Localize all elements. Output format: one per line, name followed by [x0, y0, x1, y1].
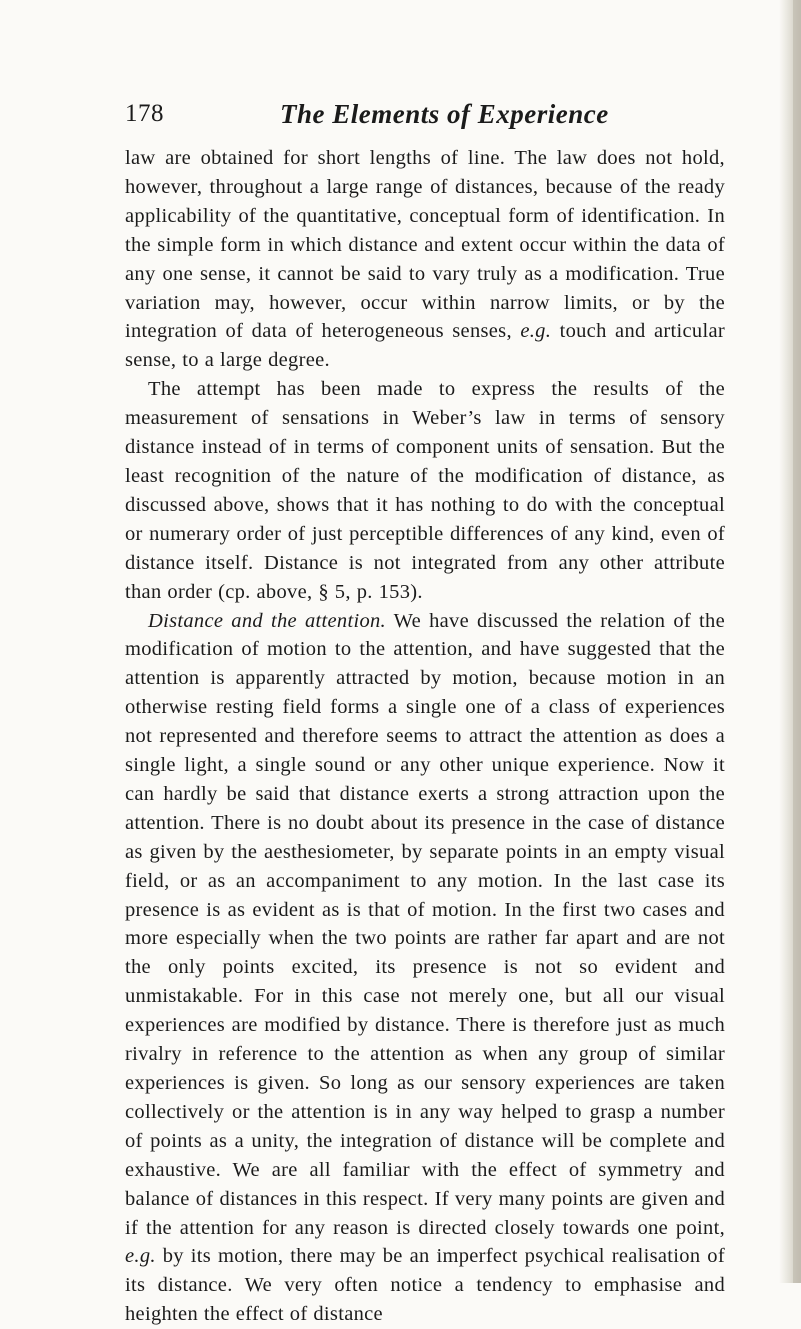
page-edge-dark — [793, 0, 801, 1283]
text-run: by its motion, there may be an imperfect psychical realisation of its distance. We very often notice a tendency to emphasise and heighten the effect of distance — [125, 1245, 725, 1325]
text-run-italic: e.g. — [520, 320, 551, 342]
paragraph — [125, 375, 725, 606]
text-run: We have discussed the relation of the modification of motion to the attention, and have suggested that the attention is apparently attracted by motion, because motion in an otherwise resting field forms a single one of a class of experiences not represented and therefore seems to attract the attention as does a single light, a single sound or any other unique experience. Now it can hardly be said that distance exerts a strong attraction upon the attention. There is no doubt about its presence in the case of distance as given by the aesthesiometer, by separate points in an empty visual field, or as an accompaniment to any motion. In the last case its presence is as evident as is that of motion. In the first two cases and more especially when the two points are rather far apart and are not the only points excited, its presence is not so evident and unmistakable. For in this case not merely one, but all our visual experiences are modified by distance. There is therefore just as much rivalry in reference to the attention as when any group of similar experiences is given. So long as our sensory experiences are taken collectively or the attention is in any way helped to grasp a number of points as a unity, the integration of distance will be complete and exhaustive. We are all familiar with the effect of symmetry and balance of distances in this respect. If very many points are given and if the attention for any reason is directed closely towards one point, — [125, 610, 725, 1239]
body-text — [125, 144, 725, 1329]
paragraph — [125, 144, 725, 375]
section-heading-italic: Distance and the attention. — [148, 610, 386, 632]
page-header — [125, 100, 725, 132]
text-run: The attempt has been made to express the results of the measurement of sensations in Weber’s law in terms of sensory distance instead of in terms of component units of sensation. But the least recognition of the nature of the modification of distance, as discussed above, shows that it has nothing to do with the conceptual or numerary order of just perceptible differences of any kind, even of distance itself. Distance is not integrated from any other attribute than order (cp. above, § 5, p. 153). — [125, 378, 725, 602]
text-run: touch and articular sense, to a large degree. — [125, 320, 725, 371]
paragraph — [125, 607, 725, 1329]
running-title: The Elements of Experience — [280, 99, 609, 130]
page-number: 178 — [125, 100, 164, 128]
text-run: law are obtained for short lengths of line. The law does not hold, however, throughout a large range of distances, because of the ready applicability of the quantitative, conceptual form of identification. In the simple form in which distance and extent occur within the data of any one sense, it cannot be said to vary truly as a modification. True variation may, however, occur within narrow limits, or by the integration of data of heterogeneous senses, — [125, 147, 725, 342]
text-run-italic: e.g. — [125, 1245, 156, 1267]
